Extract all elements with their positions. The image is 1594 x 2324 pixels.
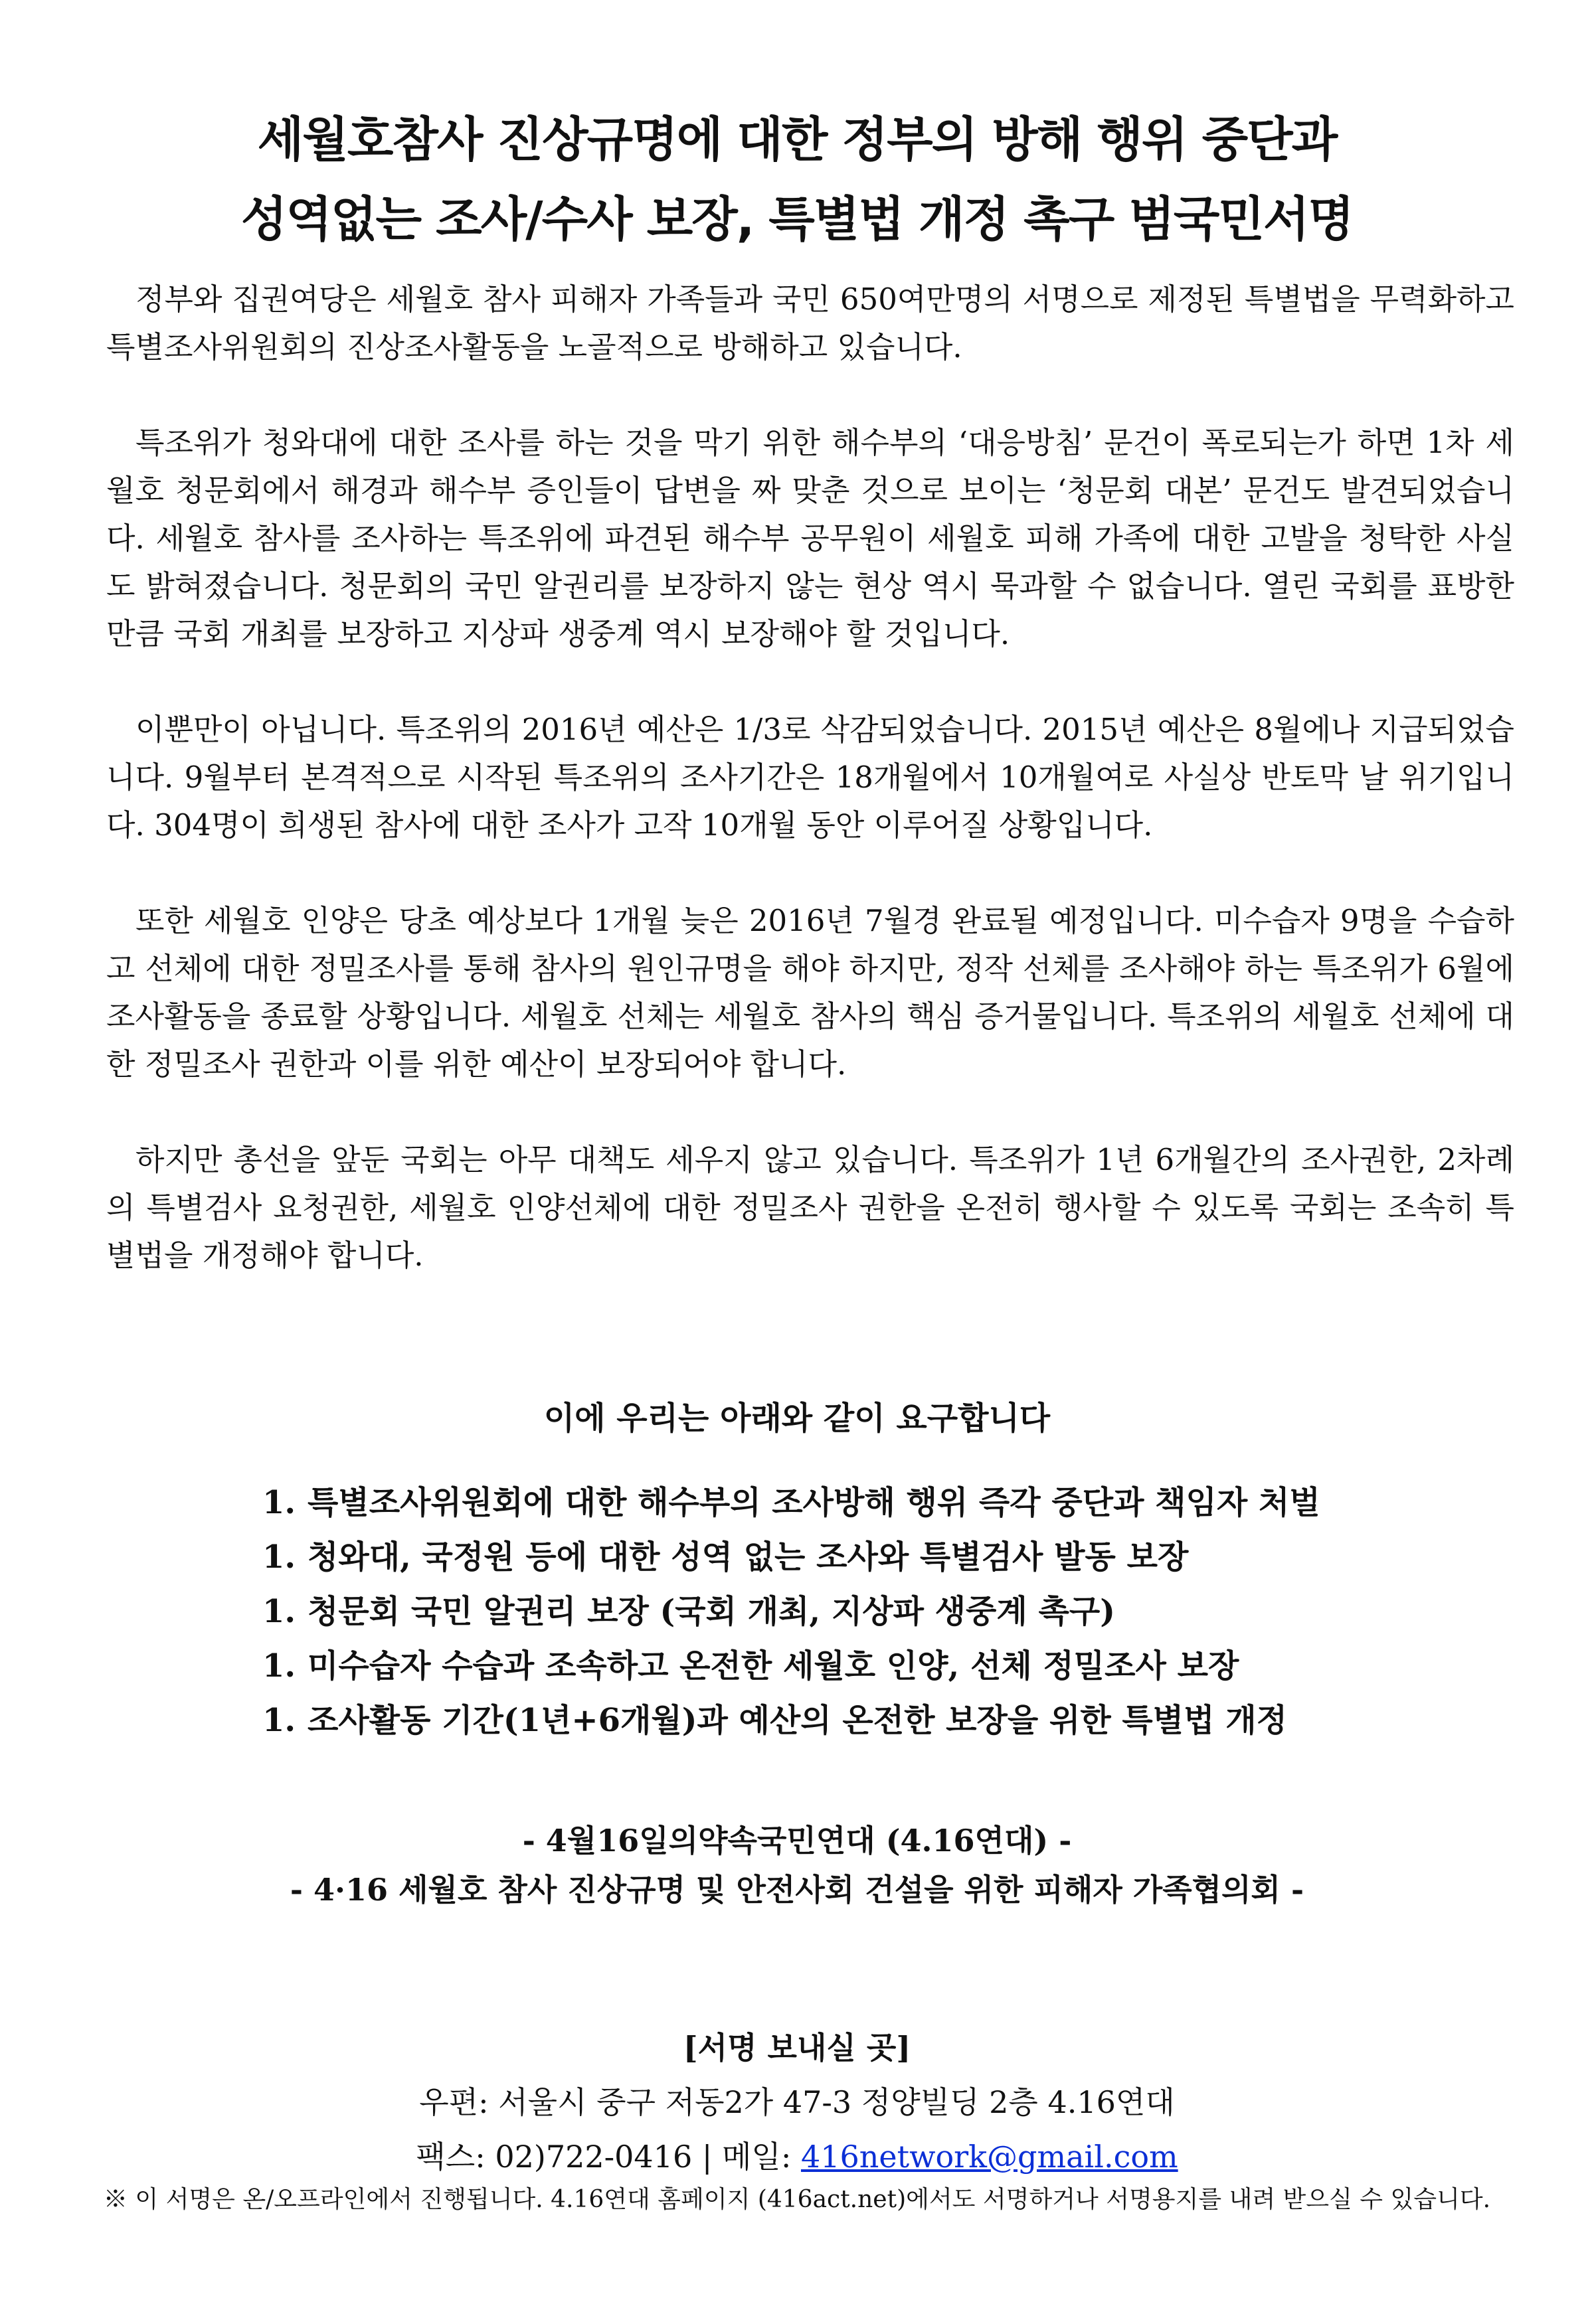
paragraph-5: 하지만 총선을 앞둔 국회는 아무 대책도 세우지 않고 있습니다. 특조위가 1년 6개월간의 조사권한, 2차례의 특별검사 요청권한, 세월호 인양선체에 대한 정밀조사 권한을 온전히 행사할 수 있도록 국회는 조속히 특별법을 개정해야 합니다.: [106, 1142, 1514, 1273]
organization-line-1: - 4월16일의약속국민연대 (4.16연대) -: [522, 1823, 1072, 1859]
demand-text: 청와대, 국정원 등에 대한 성역 없는 조사와 특별검사 발동 보장: [308, 1538, 1189, 1576]
title-line-2: 성역없는 조사/수사 보장, 특별법 개정 촉구 범국민서명: [240, 191, 1354, 247]
fax-and-mail-label: 팩스: 02)722-0416 | 메일:: [416, 2139, 801, 2175]
demand-item: [262, 1530, 1320, 1584]
demand-text: 조사활동 기간(1년+6개월)과 예산의 온전한 보장을 위한 특별법 개정: [308, 1702, 1287, 1739]
demand-item: [262, 1639, 1320, 1693]
demand-number: 1.: [262, 1484, 296, 1521]
paragraph-3: 이뿐만이 아닙니다. 특조위의 2016년 예산은 1/3로 삭감되었습니다. 2015년 예산은 8월에나 지급되었습니다. 9월부터 본격적으로 시작된 특조위의 조사기간은 18개월에서 10개월여로 사실상 반토막 날 위기입니다. 304명이 희생된 참사에 대한 조사가 고작 10개월 동안 이루어질 상황입니다.: [106, 712, 1514, 843]
contact-line: [0, 2129, 1594, 2184]
email-link[interactable]: 416network@gmail.com: [800, 2139, 1178, 2175]
title-line-1: 세월호참사 진상규명에 대한 정부의 방해 행위 중단과: [257, 112, 1337, 167]
organization-line-2: - 4·16 세월호 참사 진상규명 및 안전사회 건설을 위한 피해자 가족협의회 -: [290, 1872, 1304, 1908]
demand-number: 1.: [262, 1702, 296, 1739]
demand-number: 1.: [262, 1647, 296, 1685]
demand-item: [262, 1584, 1320, 1639]
organizations: [0, 1816, 1594, 1914]
paragraph-1: 정부와 집권여당은 세월호 참사 피해자 가족들과 국민 650여만명의 서명으로 제정된 특별법을 무력화하고 특별조사위원회의 진상조사활동을 노골적으로 방해하고 있습니다.: [106, 282, 1514, 365]
send-to-heading: [서명 보내실 곳]: [683, 2030, 911, 2066]
demand-number: 1.: [262, 1593, 296, 1630]
demands-heading: 이에 우리는 아래와 같이 요구합니다: [543, 1400, 1051, 1437]
paragraph-4: 또한 세월호 인양은 당초 예상보다 1개월 늦은 2016년 7월경 완료될 예정입니다. 미수습자 9명을 수습하고 선체에 대한 정밀조사를 통해 참사의 원인규명을 해야 하지만, 정작 선체를 조사해야 하는 특조위가 6월에 조사활동을 종료할 상황입니다. 세월호 선체는 세월호 참사의 핵심 증거물입니다. 특조위의 세월호 선체에 대한 정밀조사 권한과 이를 위한 예산이 보장되어야 합니다.: [106, 903, 1514, 1082]
paragraph-2: 특조위가 청와대에 대한 조사를 하는 것을 막기 위한 해수부의 ‘대응방침’ 문건이 폭로되는가 하면 1차 세월호 청문회에서 해경과 해수부 증인들이 답변을 짜 맞춘 것으로 보이는 ‘청문회 대본’ 문건도 발견되었습니다. 세월호 참사를 조사하는 특조위에 파견된 해수부 공무원이 세월호 피해 가족에 대한 고발을 청탁한 사실도 밝혀졌습니다. 청문회의 국민 알권리를 보장하지 않는 현상 역시 묵과할 수 없습니다. 열린 국회를 표방한 만큼 국회 개최를 보장하고 지상파 생중계 역시 보장해야 할 것입니다.: [106, 425, 1514, 651]
demand-item: [262, 1693, 1320, 1748]
demand-text: 특별조사위원회에 대한 해수부의 조사방해 행위 즉각 중단과 책임자 처벌: [308, 1484, 1320, 1521]
postal-address: 우편: 서울시 중구 저동2가 47-3 정양빌딩 2층 4.16연대: [419, 2084, 1175, 2120]
document-title: [0, 100, 1594, 259]
send-to-details: [0, 2075, 1594, 2184]
footnote: ※ 이 서명은 온/오프라인에서 진행됩니다. 4.16연대 홈페이지 (416act.net)에서도 서명하거나 서명용지를 내려 받으실 수 있습니다.: [103, 2186, 1491, 2213]
demands-list: [262, 1475, 1320, 1748]
demand-number: 1.: [262, 1538, 296, 1576]
demand-text: 청문회 국민 알권리 보장 (국회 개최, 지상파 생중계 촉구): [308, 1593, 1115, 1630]
body-text: [106, 276, 1514, 1327]
demand-item: [262, 1475, 1320, 1530]
demand-text: 미수습자 수습과 조속하고 온전한 세월호 인양, 선체 정밀조사 보장: [308, 1647, 1239, 1685]
